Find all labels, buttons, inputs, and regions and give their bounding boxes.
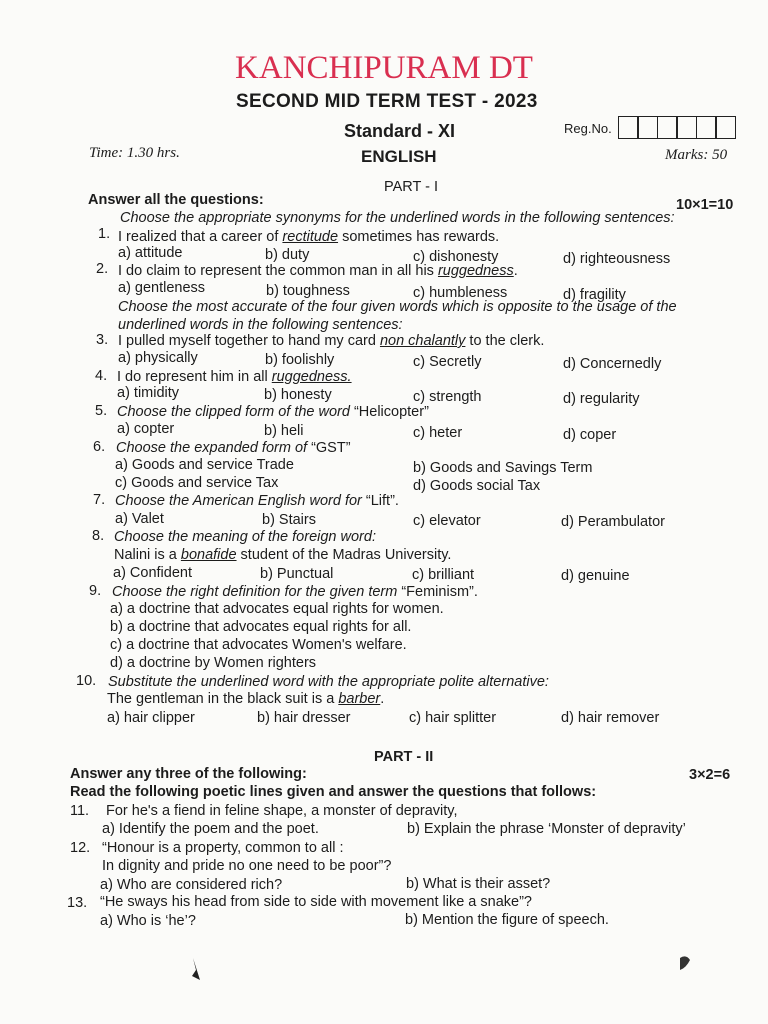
- underlined-word: ruggedness.: [271, 369, 352, 385]
- option-a: a) Confident: [113, 565, 192, 581]
- option-c: c) dishonesty: [413, 249, 499, 265]
- question-post: .: [513, 263, 518, 279]
- question-text: [118, 264, 518, 279]
- underlined-word: barber: [338, 691, 381, 707]
- section-b-instruction: Choose the most accurate of the four given words which is opposite to the usage of the: [118, 299, 677, 315]
- ink-smudge: [680, 956, 690, 970]
- option-a: a) gentleness: [118, 280, 206, 296]
- part1-instruction: Answer all the questions:: [88, 192, 264, 208]
- sub-question-a: a) Identify the poem and the poet.: [102, 821, 319, 837]
- option-a: a) a doctrine that advocates equal rights for women.: [110, 601, 444, 617]
- option-c: c) elevator: [413, 513, 481, 529]
- option-d: d) a doctrine by Women righters: [110, 655, 317, 671]
- option-b: b) Goods and Savings Term: [413, 460, 593, 476]
- question-number: 10.: [76, 673, 97, 689]
- poetic-line: For he's a fiend in feline shape, a monster of depravity,: [106, 803, 458, 819]
- reg-box: [637, 116, 658, 139]
- question-pre: The gentleman in the black suit is a: [107, 691, 339, 707]
- option-b: b) hair dresser: [257, 710, 351, 726]
- question-number: 11.: [70, 803, 90, 819]
- sub-question-a: a) Who are considered rich?: [100, 877, 283, 893]
- question-quote: “Feminism”.: [397, 584, 478, 600]
- question-post: sometimes has rewards.: [338, 229, 500, 245]
- poetic-line: “Honour is a property, common to all :: [102, 840, 344, 856]
- option-d: d) genuine: [561, 568, 630, 584]
- option-b: b) Stairs: [262, 512, 316, 528]
- question-text: [117, 405, 429, 420]
- option-a: a) attitude: [118, 245, 183, 261]
- reg-box: [618, 116, 639, 139]
- option-b: b) a doctrine that advocates equal rights for all.: [110, 619, 412, 635]
- reg-box: [657, 116, 678, 139]
- reg-box: [715, 116, 736, 139]
- option-b: b) foolishly: [265, 352, 335, 368]
- question-pre: I do represent him in all: [117, 369, 272, 385]
- option-c: c) hair splitter: [409, 710, 497, 726]
- question-number: 1.: [98, 226, 111, 242]
- question-quote: “GST”: [307, 440, 351, 456]
- question-instruction: Substitute the underlined word with the appropriate polite alternative:: [108, 674, 549, 690]
- option-c: c) a doctrine that advocates Women's welfare.: [110, 637, 407, 653]
- option-b: b) Punctual: [260, 566, 334, 582]
- question-instruction: Choose the meaning of the foreign word:: [114, 529, 376, 545]
- question-text: [115, 494, 399, 509]
- test-title: SECOND MID TERM TEST - 2023: [236, 91, 538, 112]
- option-c: c) heter: [413, 425, 463, 441]
- poetic-line: “He sways his head from side to side with movement like a snake”?: [100, 894, 532, 910]
- question-number: 2.: [96, 261, 109, 277]
- option-a: a) Goods and service Trade: [115, 457, 294, 473]
- question-pre: I pulled myself together to hand my card: [118, 333, 380, 349]
- option-a: a) physically: [118, 350, 198, 366]
- question-post: to the clerk.: [465, 333, 545, 349]
- option-a: a) hair clipper: [107, 710, 195, 726]
- option-d: d) Concernedly: [563, 356, 662, 372]
- part2-marks: 3×2=6: [689, 767, 731, 783]
- reg-no-label: Reg.No.: [564, 121, 612, 136]
- part2-title: PART - II: [374, 749, 434, 765]
- question-text: [112, 585, 478, 600]
- question-instruction: Choose the clipped form of the word: [117, 404, 350, 420]
- option-c: c) humbleness: [413, 285, 508, 301]
- option-d: d) righteousness: [563, 251, 671, 267]
- reg-no-boxes: [619, 116, 736, 139]
- poetic-line-2: In dignity and pride no one need to be poor”?: [102, 858, 392, 874]
- question-text: [117, 370, 352, 385]
- question-quote: “Helicopter”: [349, 404, 429, 420]
- question-pre: I realized that a career of: [118, 229, 283, 245]
- option-b: b) duty: [265, 247, 310, 263]
- question-text: [116, 441, 351, 456]
- option-d: d) Goods social Tax: [413, 478, 541, 494]
- section-a-instruction: Choose the appropriate synonyms for the underlined words in the following sentences:: [120, 210, 675, 226]
- option-a: a) timidity: [117, 385, 180, 401]
- part1-marks: 10×1=10: [676, 197, 734, 213]
- underlined-word: rectitude: [282, 229, 339, 245]
- question-post: .: [380, 691, 385, 707]
- question-pre: I do claim to represent the common man in all his: [118, 263, 438, 279]
- time-label: Time: 1.30 hrs.: [89, 145, 180, 161]
- question-number: 9.: [89, 583, 102, 599]
- sub-question-a: a) Who is ‘he’?: [100, 913, 196, 929]
- reg-box: [676, 116, 697, 139]
- question-number: 5.: [95, 403, 108, 419]
- part2-instruction: Answer any three of the following:: [70, 766, 307, 782]
- option-c: c) strength: [413, 389, 482, 405]
- question-pre: Nalini is a: [114, 547, 181, 563]
- question-text: [118, 334, 544, 349]
- option-d: d) regularity: [563, 391, 640, 407]
- ink-smudge: [192, 958, 200, 980]
- option-d: d) fragility: [563, 287, 626, 303]
- option-a: a) Valet: [115, 511, 164, 527]
- question-text: [107, 692, 384, 707]
- district-title: KANCHIPURAM DT: [235, 50, 533, 86]
- reg-box: [696, 116, 717, 139]
- question-number: 12.: [70, 840, 91, 856]
- question-text: [114, 548, 451, 563]
- option-b: b) toughness: [266, 283, 350, 299]
- option-b: b) heli: [264, 423, 304, 439]
- standard-label: Standard - XI: [344, 121, 456, 141]
- marks-label: Marks: 50: [665, 147, 728, 163]
- option-c: c) Secretly: [413, 354, 482, 370]
- question-instruction: Choose the expanded form of: [116, 440, 308, 456]
- underlined-word: bonafide: [180, 547, 237, 563]
- option-d: d) hair remover: [561, 710, 660, 726]
- part1-title: PART - I: [384, 179, 438, 195]
- option-b: b) honesty: [264, 387, 332, 403]
- option-d: d) Perambulator: [561, 514, 665, 530]
- question-number: 7.: [93, 492, 106, 508]
- section-b-instruction-line2: underlined words in the following sentences:: [118, 317, 403, 333]
- part2-sub-instruction: Read the following poetic lines given and answer the questions that follows:: [70, 784, 597, 800]
- question-quote: “Lift”.: [361, 493, 399, 509]
- question-number: 8.: [92, 528, 105, 544]
- subject-label: ENGLISH: [361, 147, 437, 166]
- option-c: c) brilliant: [412, 567, 475, 583]
- option-c: c) Goods and service Tax: [115, 475, 279, 491]
- question-number: 6.: [93, 439, 106, 455]
- option-a: a) copter: [117, 421, 175, 437]
- option-d: d) coper: [563, 427, 617, 443]
- underlined-word: non chalantly: [379, 333, 466, 349]
- question-instruction: Choose the right definition for the given term: [112, 584, 398, 600]
- sub-question-b: b) Explain the phrase ‘Monster of depravity’: [407, 821, 686, 837]
- question-number: 3.: [96, 332, 109, 348]
- underlined-word: ruggedness: [437, 263, 514, 279]
- sub-question-b: b) What is their asset?: [406, 876, 551, 892]
- question-text: [118, 230, 499, 245]
- question-number: 4.: [95, 368, 108, 384]
- question-post: student of the Madras University.: [236, 547, 452, 563]
- sub-question-b: b) Mention the figure of speech.: [405, 912, 609, 928]
- question-instruction: Choose the American English word for: [115, 493, 362, 509]
- question-number: 13.: [67, 895, 88, 911]
